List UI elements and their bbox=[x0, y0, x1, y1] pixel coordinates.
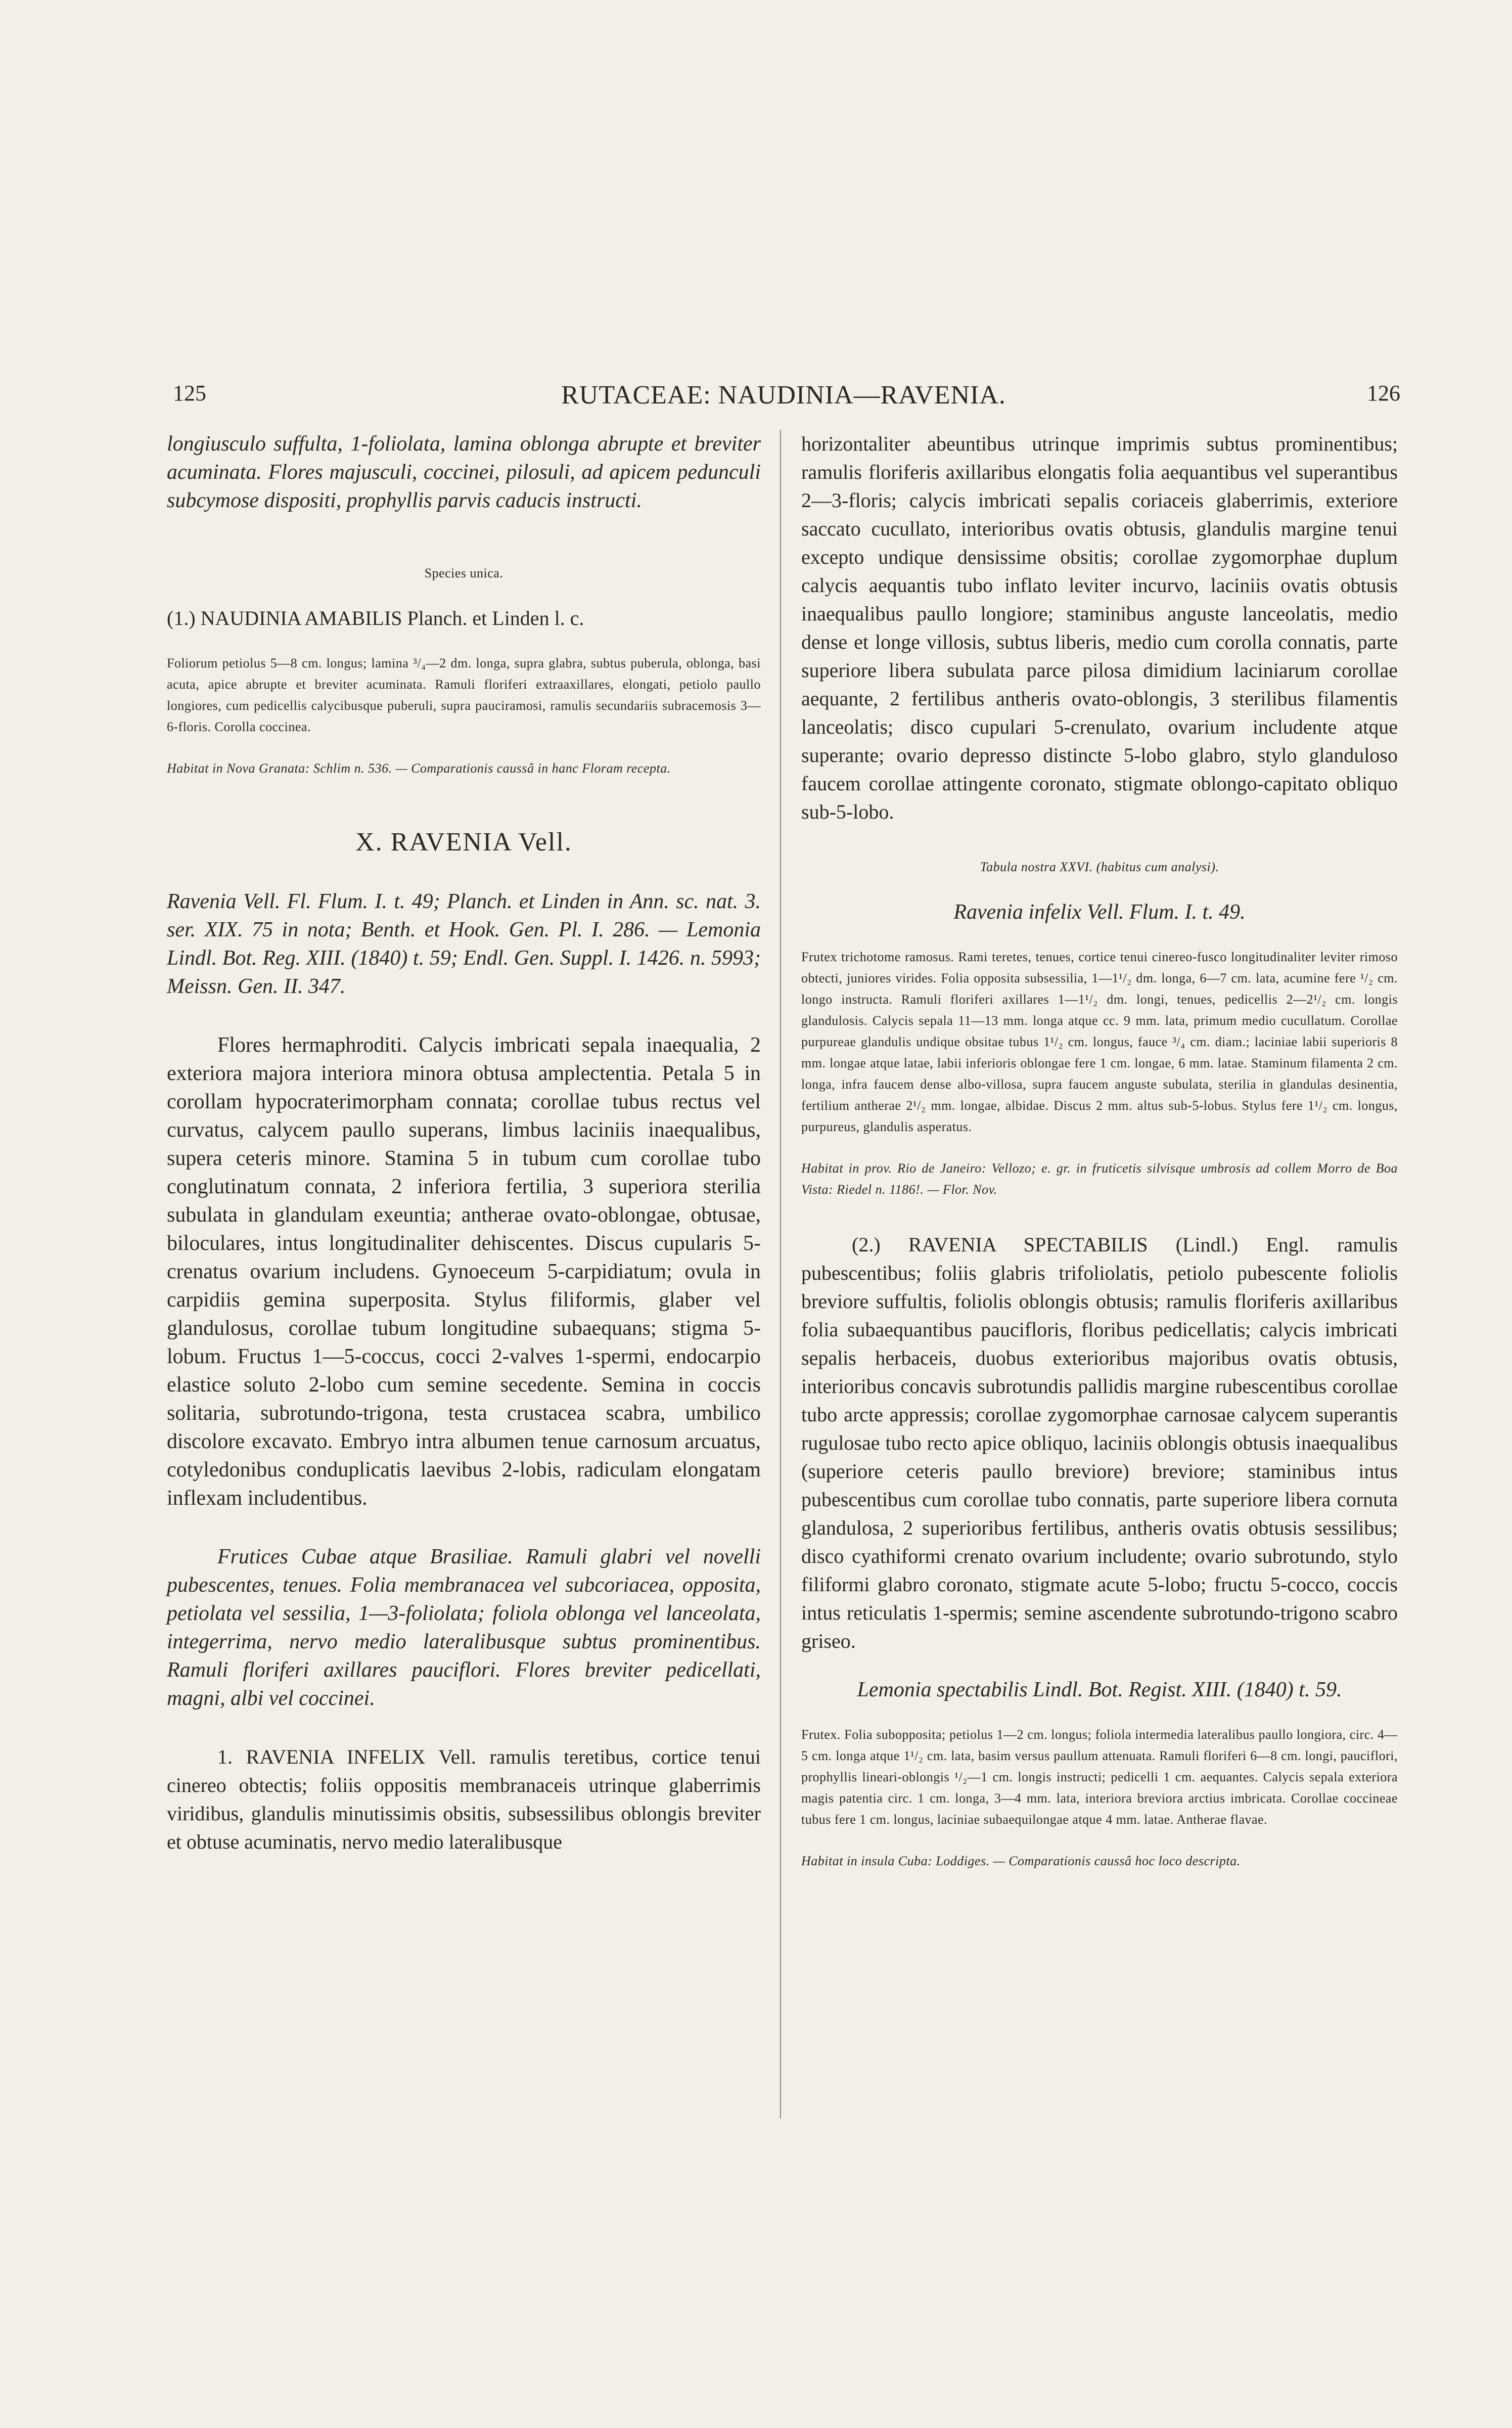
ravenia-genus-references: Ravenia Vell. Fl. Flum. I. t. 49; Planch. et Linden in Ann. sc. nat. 3. ser. XIX. 75 in nota; Benth. et Hook. Gen. Pl. I. 286. — Lemonia Lindl. Bot. Reg. XIII. (1840) t. 59; Endl. Gen. Suppl. I. 1426. n. 5993; Meissn. Gen. II. 347. bbox=[167, 890, 761, 998]
page-number-right: 126 bbox=[1367, 381, 1400, 406]
ravenia-infelix-habitat: Habitat in prov. Rio de Janeiro: Vellozo; e. gr. in fruticetis silvisque umbrosis ad collem Morro de Boa Vista: Riedel n. 1186!. — Flor. Nov. bbox=[801, 1161, 1398, 1197]
ravenia-spectabilis-habitat: Habitat in insula Cuba: Loddiges. — Comparationis caussâ hoc loco descripta. bbox=[801, 1854, 1241, 1868]
page-number-left: 125 bbox=[173, 381, 206, 406]
ravenia-genus-habit: Frutices Cubae atque Brasiliae. Ramuli glabri vel novelli pubescentes, tenues. Folia membranacea vel subcoriacea, opposita, petiolata vel sessilia, 1—3-foliolata; foliola oblonga vel lanceolata, integerrima, nervo medio lateralibusque subtus prominentibus. Ramuli floriferi axillares pauciflori. Flores breviter pedicellati, magni, albi vel coccinei. bbox=[167, 1545, 761, 1710]
ravenia-infelix-description: Frutex trichotome ramosus. Rami teretes, tenues, cortice tenui cinereo-fusco longitudinaliter leviter rimoso obtecti, juniores virides. Folia opposita subsessilia, 1—1¹/₂ dm. longa, 6—7 cm. lata, acumine fere ¹/₂ cm. longo instructa. Ramuli floriferi axillares 1—1¹/₂ dm. longi, tenues, pedicellis 2—2¹/₂ cm. longis glandulosis. Calycis sepala 11—13 mm. longa atque cc. 9 mm. lata, primum medio cucullatum. Corollae purpureae glandulis undique obsitae tubus 1¹/₂ cm. longus, fauce ³/₄ cm. diam.; laciniae labii superioris 8 mm. longae atque latae, labii inferioris oblongae fere 1 cm. longae, 6 mm. latae. Staminum filamenta 2 cm. longa, infra faucem dense albo-villosa, supra faucem anguste subulata, sterilia in glandulas desinentia, fertilium antherae 2¹/₂ mm. longae, albidae. Discus 2 mm. altus sub-5-lobus. Stylus fere 1¹/₂ cm. longus, purpureus, glandulis asperatus. bbox=[801, 950, 1398, 1134]
ravenia-spectabilis-description: Frutex. Folia subopposita; petiolus 1—2 cm. longus; foliola intermedia lateralibus paullo longiora, circ. 4—5 cm. longa atque 1¹/₂ cm. lata, basim versus paullum attenuata. Ramuli floriferi 6—8 cm. longi, pauciflori, prophyllis lineari-oblongis ¹/₂—1 cm. longis instructi; pedicelli 1 cm. aequantes. Calycis sepala exteriora magis patentia circ. 1 cm. longa, 3—4 mm. lata, interiora breviora arctius imbricata. Corollae coccineae tubus fere 1 cm. longus, laciniae subaequilongae atque 4 mm. latae. Antherae flavae. bbox=[801, 1727, 1398, 1827]
running-title: RUTACEAE: NAUDINIA—RAVENIA. bbox=[561, 381, 1006, 410]
ravenia-genus-heading: X. RAVENIA Vell. bbox=[355, 828, 572, 857]
ravenia-infelix-diagnosis-start: 1. RAVENIA INFELIX Vell. ramulis teretibus, cortice tenui cinereo obtectis; foliis oppositis membranaceis utrinque glaberrimis viridibus, glandulis minutissimis obsitis, subsessilibus oblongis breviter et obtuse acuminatis, nervo medio lateralibusque bbox=[167, 1745, 761, 1853]
naudinia-amabilis-habitat: Habitat in Nova Granata: Schlim n. 536. — Comparationis caussâ in hanc Floram recepta. bbox=[167, 761, 671, 776]
ravenia-spectabilis-diagnosis: (2.) RAVENIA SPECTABILIS (Lindl.) Engl. ramulis pubescentibus; foliis glabris trifoliolatis, petiolo pubescente foliolis breviore suffultis, foliolis oblongis obtusis; ramulis floriferis axillaribus folia subaequantibus paucifloris, floribus pedicellatis; calycis imbricati sepalis herbaceis, duobus exterioribus majoribus ovatis obtusis, interioribus concavis subrotundis pallidis margine rubescentibus corollae tubo arcte appressis; corollae zygomorphae carnosae calycem superantis rugulosae tubo recto apice obliquo, laciniis oblongis obtusis inaequalibus (superiore ceteris paullo breviore) breviore; staminibus intus pubescentibus cum corollae tubo connatis, parte superiore libera cornuta glandulosa, 2 superioribus fertilibus, antheris ovatis obtusis sessilibus; disco cyathiformi crenato ovarium includente; ovario subrotundo, stylo filiformi glabro coronato, stigmate acute 5-lobo; fructu 5-cocco, coccis intus reticulatis 1-spermis; semine ascendente subrotundo-trigono scabro griseo. bbox=[801, 1233, 1398, 1652]
ravenia-genus-description: Flores hermaphroditi. Calycis imbricati sepala inaequalia, 2 exteriora majora interiora minora obtusa amplectentia. Petala 5 in corollam hypocraterimorpham connata; corollae tubus rectus vel curvatus, calycem paullo superans, limbus laciniis inaequalibus, supera ceteris minore. Stamina 5 in tubum cum corollae tubo conglutinatum connata, 2 inferiora fertilia, 3 superiora sterilia subulata in glandulam exeuntia; antherae ovato-oblongae, obtusae, biloculares, intus longitudinaliter dehiscentes. Discus cupularis 5-crenatus ovarium includens. Gynoeceum 5-carpidiatum; ovula in carpidiis gemina superposita. Stylus filiformis, glaber vel glandulosus, corollae tubum longitudine subaequans; stigma 5-lobum. Fructus 1—5-coccus, cocci 2-valves 1-spermi, endocarpio elastice soluto 2-lobo cum semine secedente. Semina in coccis solitaria, subrotundo-trigona, testa crustacea scabra, umbilico discolore excavato. Embryo intra albumen tenue carnosum arcuatus, cotyledonibus conduplicatis laevibus 2-lobis, radiculam elongatam inflexam includentibus. bbox=[167, 1033, 761, 1510]
right-column bbox=[801, 430, 1398, 1872]
naudinia-amabilis-heading: (1.) NAUDINIA AMABILIS Planch. et Linden l. c. bbox=[167, 607, 584, 630]
naudinia-genus-description-end: longiusculo suffulta, 1-foliolata, lamina oblonga abrupte et breviter acuminata. Flores majusculi, coccinei, pilosuli, ad apicem pedunculi subcymose dispositi, prophyllis parvis caducis instructi. bbox=[167, 432, 761, 512]
running-head bbox=[167, 380, 1400, 416]
ravenia-infelix-diagnosis-continued: horizontaliter abeuntibus utrinque imprimis subtus prominentibus; ramulis floriferis axillaribus elongatis folia aequantibus vel superantibus 2—3-floris; calycis imbricati sepalis coriaceis glaberrimis, exteriore saccato cucullato, interioribus ovatis obtusis, glandulis margine tenui excepto undique densissime obsitis; corollae zygomorphae duplum calycis aequantis tubo inflato leviter incurvo, laciniis ovatis obtusis inaequalibus paullo longiore; staminibus anguste lanceolatis, medio dense et longe villosis, subtus liberis, medio cum corolla connatis, parte superiore libera subulata parce pilosa dimidium laciniarum corollae aequante, 2 fertilibus antheris ovato-oblongis, 3 sterilibus filamentis lanceolatis; disco cupulari 5-crenulato, ovarium includente atque superante; ovario depresso distincte 5-lobo glabro, stylo glanduloso faucem corollae attingente coronato, stigmate oblongo-capitato obliquo sub-5-lobo. bbox=[801, 432, 1398, 823]
column-divider bbox=[780, 430, 781, 2119]
plate-reference: Tabula nostra XXVI. (habitus cum analysi). bbox=[980, 860, 1219, 874]
left-column bbox=[167, 430, 761, 1856]
ravenia-infelix-reference: Ravenia infelix Vell. Flum. I. t. 49. bbox=[953, 901, 1246, 924]
species-unica-note: Species unica. bbox=[424, 566, 503, 580]
naudinia-amabilis-description: Foliorum petiolus 5—8 cm. longus; lamina ³/₄—2 dm. longa, supra glabra, subtus puberula, oblonga, basi acuta, apice abrupte et breviter acuminata. Ramuli floriferi extraaxillares, elongati, petiolo paullo longiores, cum pedicellis calycibusque puberuli, supra pauciramosi, ramulis secundariis subracemosis 3—6-floris. Corolla coccinea. bbox=[167, 656, 761, 734]
lemonia-spectabilis-reference: Lemonia spectabilis Lindl. Bot. Regist. XIII. (1840) t. 59. bbox=[857, 1678, 1342, 1701]
